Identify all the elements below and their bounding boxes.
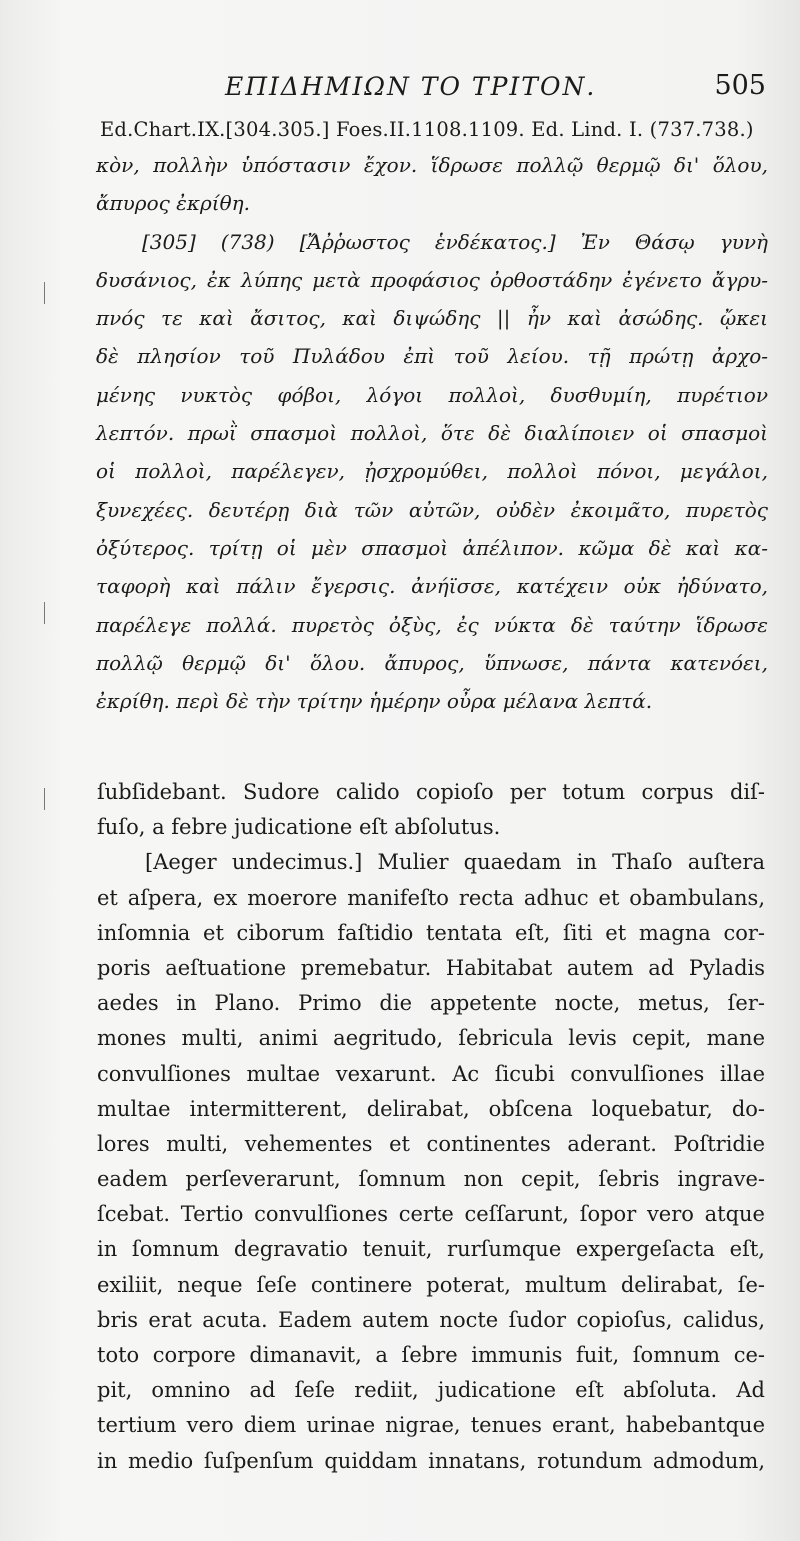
latin-line: et aſpera, ex moerore manifeſto recta adhuc et obambulans, xyxy=(97,885,765,910)
latin-line: pit, omnino ad ſeſe rediit, judicatione eſt abſoluta. Ad xyxy=(97,1378,765,1403)
page-number: 505 xyxy=(714,70,766,101)
latin-line: mones multi, animi aegritudo, ſebricula levis cepit, mane xyxy=(97,1026,765,1051)
greek-line: οἱ πολλοὶ, παρέλεγεν, ᾐσχρομύθει, πολλοὶ πόνοι, μεγάλοι, xyxy=(96,459,768,484)
greek-text-block xyxy=(96,146,768,720)
gutter-mark xyxy=(44,788,51,810)
latin-line: convulſiones multae vexarunt. Ac ſicubi convulſiones illae xyxy=(97,1061,765,1086)
greek-line: πολλῷ θερμῷ δι' ὅλου. ἄπυρος, ὕπνωσε, πάντα κατενόει, xyxy=(96,650,768,675)
latin-line: aedes in Plano. Primo die appetente nocte, metus, ſer- xyxy=(97,991,765,1016)
greek-line: παρέλεγε πολλά. πυρετὸς ὀξὺς, ἐς νύκτα δὲ ταύτην ἵδρωσε xyxy=(96,612,768,637)
edition-references: Ed.Chart.IX.[304.305.] Foes.II.1108.1109. Ed. Lind. I. (737.738.) xyxy=(100,118,754,141)
greek-line: κὸν, πολλὴν ὑπόστασιν ἔχον. ἵδρωσε πολλῷ θερμῷ δι' ὅλου, xyxy=(96,153,768,177)
greek-line: [305] (738) [Ἄῤῥωστος ἑνδέκατος.] Ἐν Θάσῳ γυνὴ xyxy=(142,229,768,254)
gutter-mark xyxy=(44,602,51,624)
greek-line: ξυνεχέες. δευτέρῃ διὰ τῶν αὐτῶν, οὐδὲν ἐκοιμᾶτο, πυρετὸς xyxy=(96,497,768,522)
greek-line: δὲ πλησίον τοῦ Πυλάδου ἐπὶ τοῦ λείου. τῇ πρώτῃ ἀρχο- xyxy=(96,344,768,369)
latin-line: tertium vero diem urinae nigrae, tenues erant, habebantque xyxy=(97,1413,765,1438)
gutter-mark xyxy=(44,282,51,304)
latin-line: lores multi, vehementes et continentes aderant. Poſtridie xyxy=(97,1131,765,1156)
page-header xyxy=(90,68,770,108)
latin-line: eadem perſeverarunt, ſomnum non cepit, ſebris ingrave- xyxy=(97,1167,765,1192)
latin-line: ſcebat. Tertio convulſiones certe ceſſarunt, ſopor vero atque xyxy=(97,1202,765,1227)
greek-line: ἐκρίθη. περὶ δὲ τὴν τρίτην ἡμέρην οὖρα μέλανα λεπτά. xyxy=(96,689,653,714)
latin-line: [Aeger undecimus.] Mulier quaedam in Thaſo auſtera xyxy=(145,850,765,875)
greek-line: ὀξύτερος. τρίτῃ οἱ μὲν σπασμοὶ ἀπέλιπον. κῶμα δὲ καὶ κα- xyxy=(96,535,768,560)
latin-line: bris erat acuta. Eadem autem nocte ſudor copioſus, calidus, xyxy=(97,1307,765,1332)
latin-line: in ſomnum degravatio tenuit, rurſumque expergeſacta eſt, xyxy=(97,1237,765,1262)
latin-text-block xyxy=(97,775,765,1479)
latin-line: ſubſidebant. Sudore calido copioſo per totum corpus diſ- xyxy=(97,780,765,804)
greek-line: ἄπυρος ἐκρίθη. xyxy=(96,191,250,216)
latin-line: fuſo, a febre judicatione eſt abſolutus. xyxy=(97,815,501,840)
greek-line: δυσάνιος, ἐκ λύπης μετὰ προφάσιος ὀρθοστάδην ἐγένετο ἄγρυ- xyxy=(96,267,768,292)
greek-line: πνός τε καὶ ἄσιτος, καὶ διψώδης || ἦν καὶ ἀσώδης. ᾤκει xyxy=(96,306,768,331)
greek-line: λεπτόν. πρωῒ σπασμοὶ πολλοὶ, ὅτε δὲ διαλίποιεν οἱ σπασμοὶ xyxy=(96,421,768,446)
greek-line: μένης νυκτὸς φόβοι, λόγοι πολλοὶ, δυσθυμίη, πυρέτιον xyxy=(96,382,768,407)
greek-line: ταφορὴ καὶ πάλιν ἔγερσις. ἀνήϊσσε, κατέχειν οὐκ ἠδύνατο, xyxy=(96,574,768,599)
latin-line: poris aeſtuatione premebatur. Habitabat autem ad Pyladis xyxy=(97,955,765,980)
latin-line: multae intermitterent, delirabat, obſcena loquebatur, do- xyxy=(97,1096,765,1121)
latin-line: toto corpore dimanavit, a ſebre immunis fuit, ſomnum ce- xyxy=(97,1343,765,1367)
latin-line: in medio ſuſpenſum quiddam innatans, rotundum admodum, xyxy=(97,1448,765,1473)
latin-line: inſomnia et ciborum faſtidio tentata eſt, ſiti et magna cor- xyxy=(97,920,765,945)
running-title: ΕΠΙΔΗΜΙΩΝ ΤΟ ΤΡΙΤΟΝ. xyxy=(225,72,597,101)
latin-line: exiliit, neque ſeſe continere poterat, multum delirabat, ſe- xyxy=(97,1272,765,1297)
